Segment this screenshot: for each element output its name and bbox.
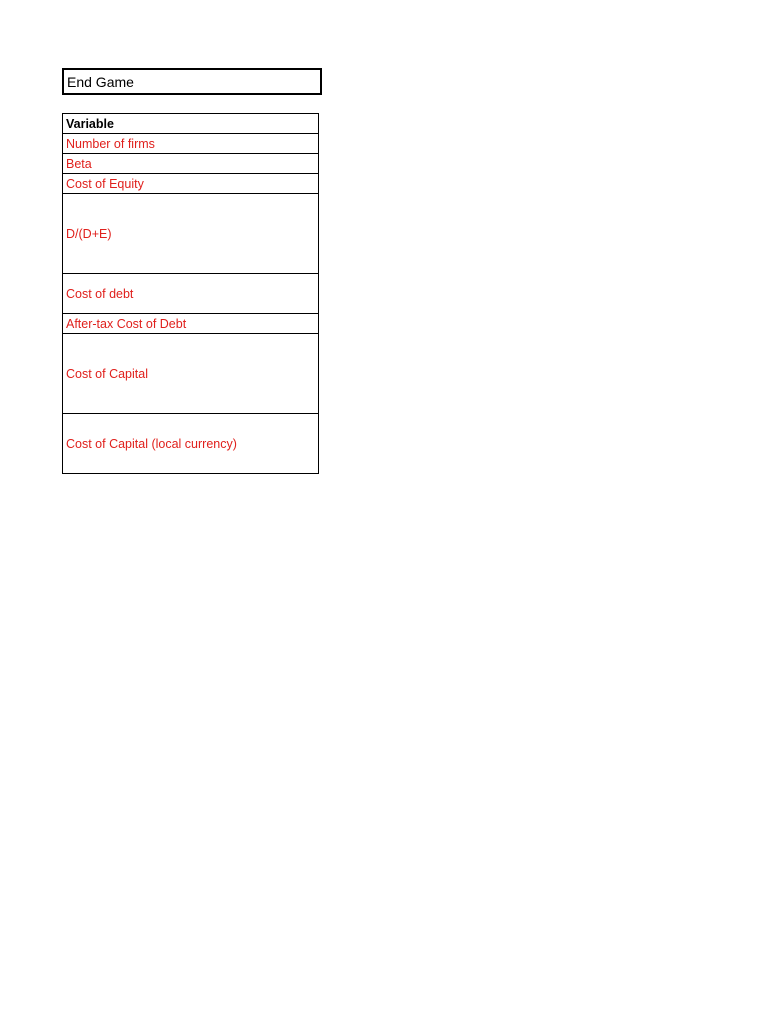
row-cost-of-capital-local[interactable]: Cost of Capital (local currency) — [63, 414, 319, 474]
table-row — [63, 174, 319, 194]
row-after-tax-cost-of-debt[interactable]: After-tax Cost of Debt — [63, 314, 319, 334]
row-cost-of-equity[interactable]: Cost of Equity — [63, 174, 319, 194]
row-beta[interactable]: Beta — [63, 154, 319, 174]
table-row — [63, 414, 319, 474]
table-row — [63, 134, 319, 154]
table-row — [63, 314, 319, 334]
table-header-row — [63, 114, 319, 134]
row-cost-of-capital[interactable]: Cost of Capital — [63, 334, 319, 414]
table-row — [63, 194, 319, 274]
sheet-title: End Game — [62, 68, 322, 95]
row-cost-of-debt[interactable]: Cost of debt — [63, 274, 319, 314]
table-row — [63, 274, 319, 314]
table-row — [63, 154, 319, 174]
table-header-variable[interactable]: Variable — [63, 114, 319, 134]
row-debt-ratio[interactable]: D/(D+E) — [63, 194, 319, 274]
table-row — [63, 334, 319, 414]
variable-table — [62, 113, 319, 474]
row-number-of-firms[interactable]: Number of firms — [63, 134, 319, 154]
